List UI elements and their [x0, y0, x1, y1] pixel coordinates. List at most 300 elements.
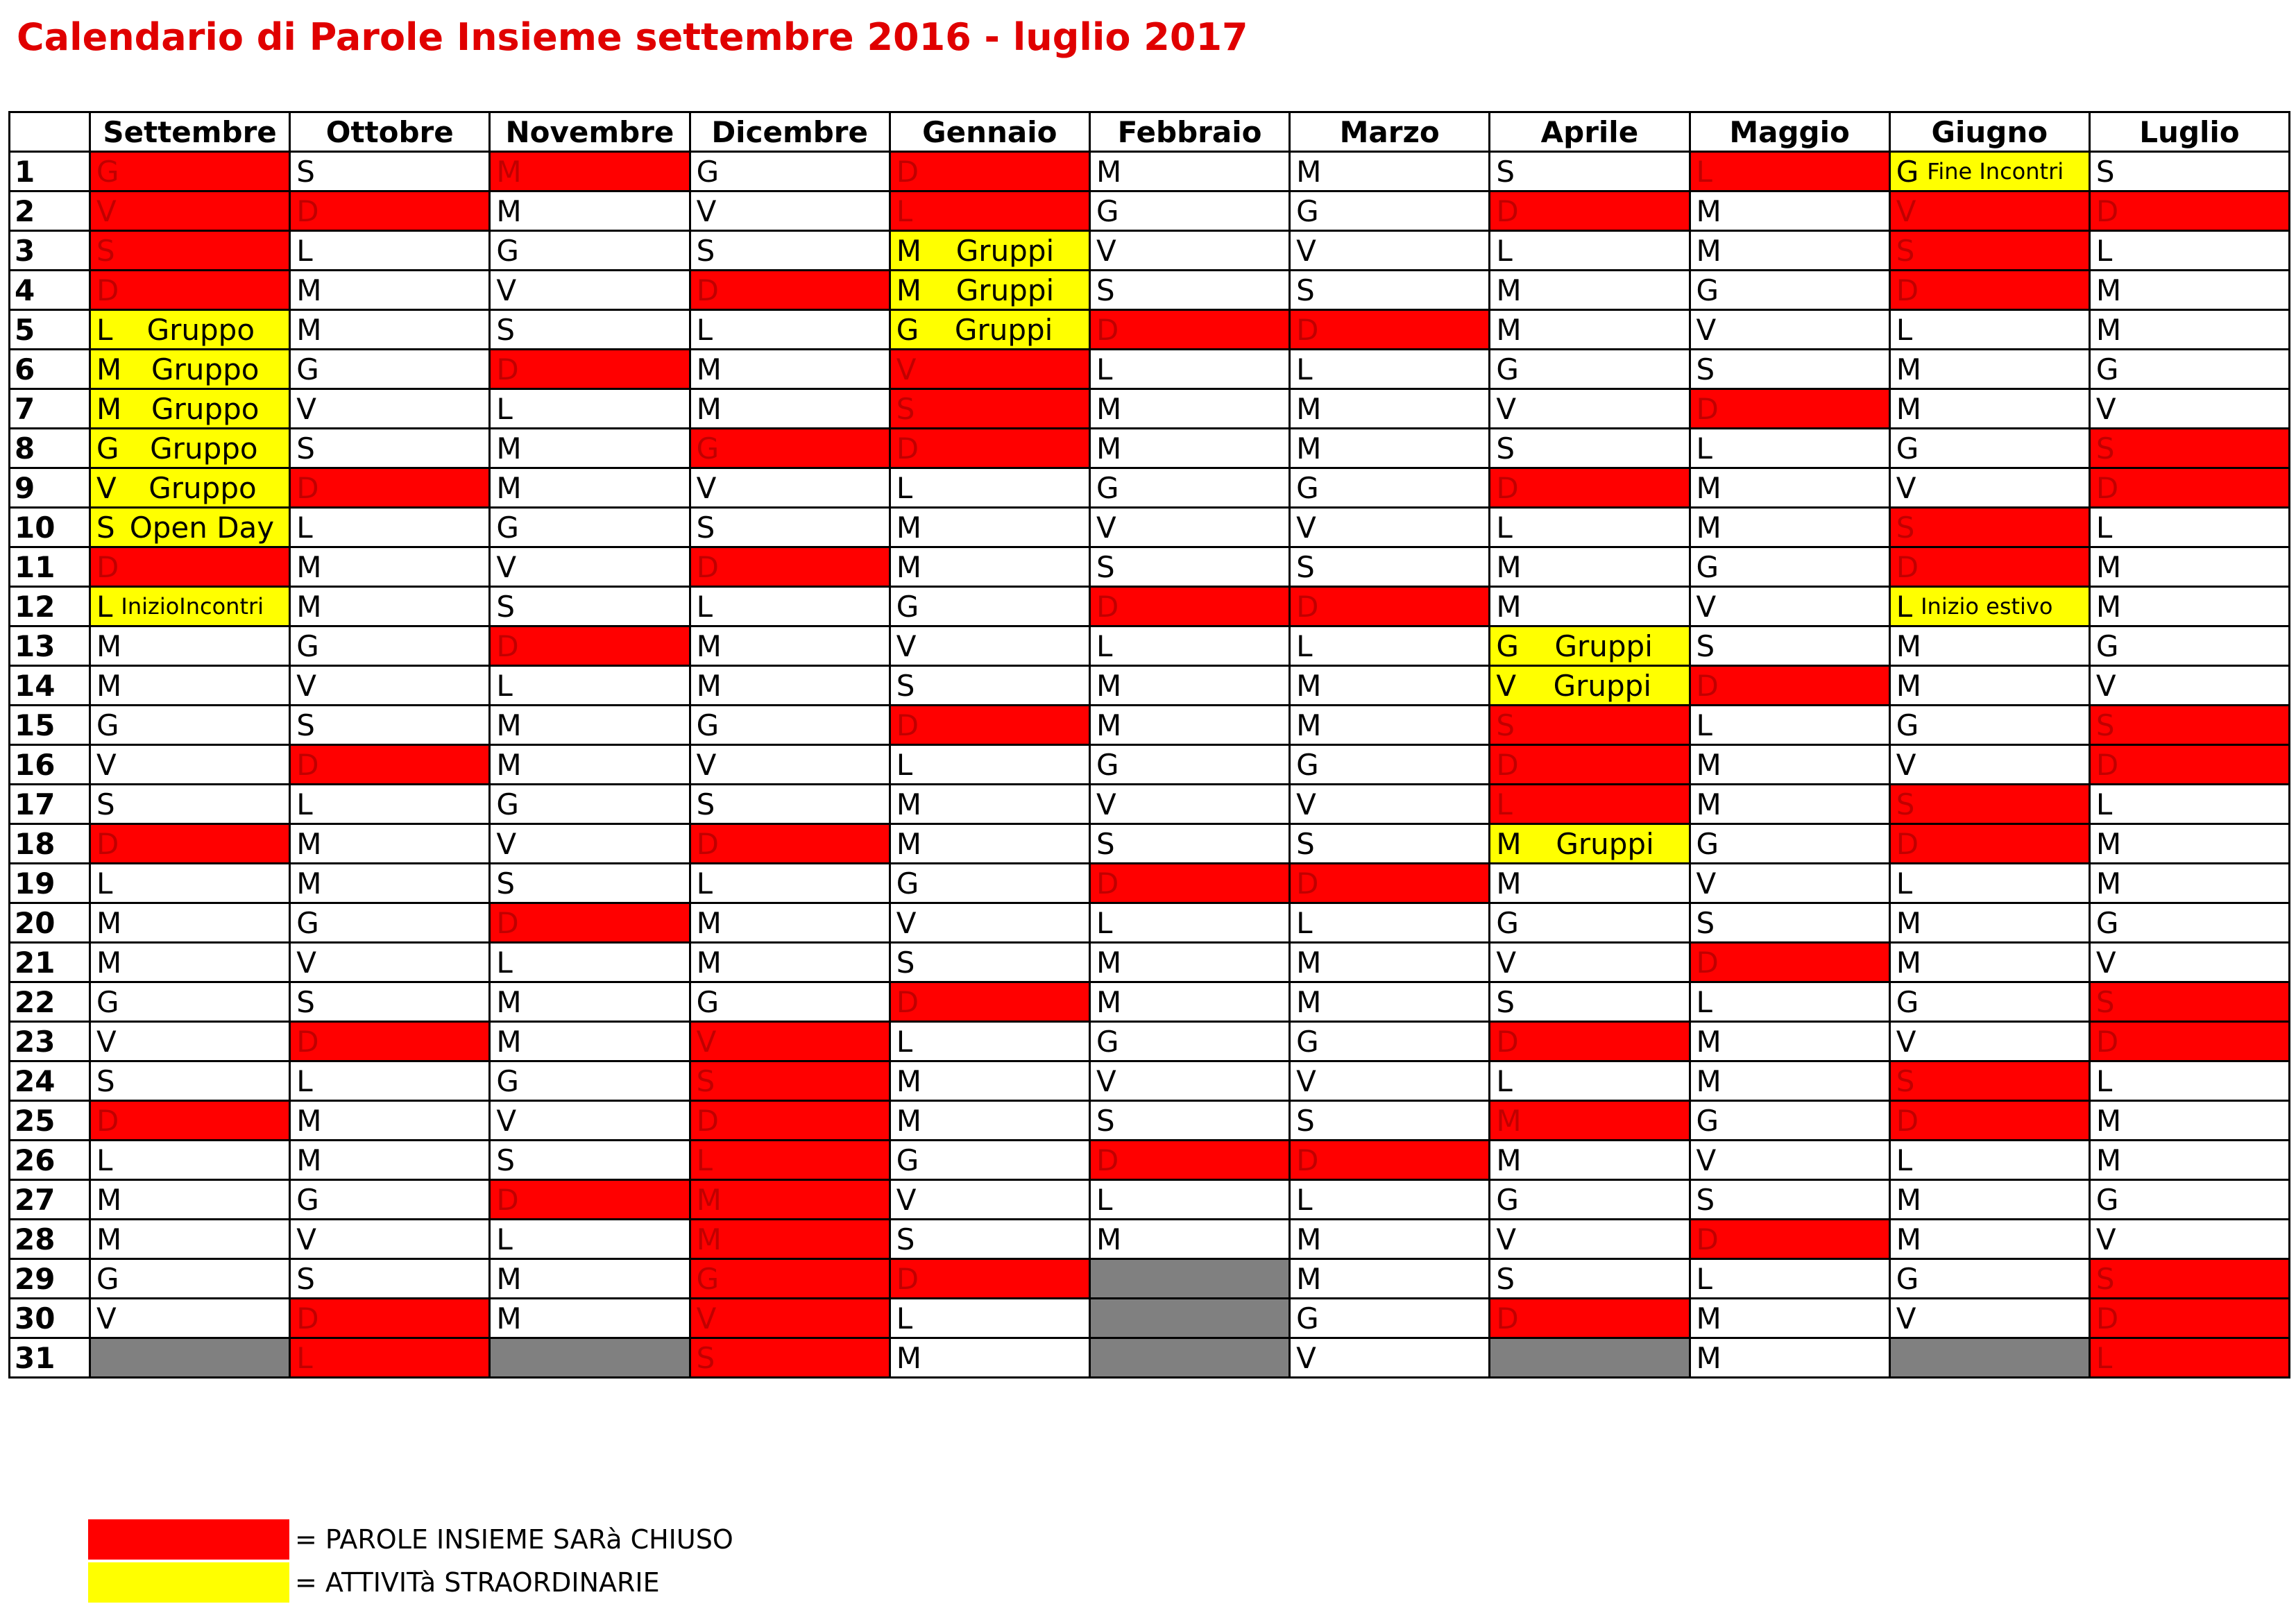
day-cell [1089, 271, 1289, 310]
day-cell [1490, 389, 1690, 429]
day-cell [1490, 1061, 1690, 1101]
weekday-letter: G [2095, 352, 2119, 386]
day-cell [1690, 706, 1889, 745]
day-cell [2089, 231, 2289, 271]
weekday-letter: M [296, 312, 322, 347]
weekday-letter: D [696, 1103, 719, 1138]
weekday-letter: L [1696, 154, 1712, 189]
weekday-letter: L [296, 787, 313, 821]
weekday-letter: S [1296, 826, 1315, 861]
weekday-letter: S [1896, 1064, 1915, 1098]
activity-note: Gruppo [146, 312, 255, 347]
day-cell [2089, 508, 2289, 547]
weekday-letter: V [2095, 945, 2116, 980]
day-cell [2089, 152, 2289, 191]
weekday-letter: L [1896, 312, 1913, 347]
weekday-letter: D [1096, 1143, 1119, 1177]
weekday-letter: M [1296, 154, 1322, 189]
day-cell [490, 1220, 690, 1259]
weekday-letter: D [696, 273, 719, 307]
special-activity-cell [90, 429, 290, 468]
day-cell [1089, 785, 1289, 824]
month-header: Maggio [1690, 112, 1889, 152]
special-activity-cell [890, 271, 1089, 310]
weekday-letter: M [296, 866, 322, 901]
weekday-letter: D [296, 1024, 319, 1059]
nonexistent-day-cell [1089, 1259, 1289, 1299]
day-cell [1490, 587, 1690, 626]
day-cell [890, 587, 1089, 626]
day-cell [1490, 864, 1690, 903]
weekday-letter: M [1096, 708, 1122, 742]
day-cell [1089, 824, 1289, 864]
day-cell [1490, 982, 1690, 1022]
day-cell [1290, 429, 1490, 468]
weekday-letter: S [2095, 1261, 2115, 1296]
calendar-row [10, 152, 2290, 191]
day-cell [1690, 1299, 1889, 1338]
day-cell [1290, 508, 1490, 547]
day-number: 18 [10, 824, 90, 864]
day-cell [90, 1180, 290, 1220]
day-cell [1690, 864, 1889, 903]
day-cell [890, 864, 1089, 903]
day-cell [90, 1022, 290, 1061]
calendar-row [10, 508, 2290, 547]
weekday-letter: G [496, 233, 519, 268]
calendar-row [10, 864, 2290, 903]
day-cell [690, 706, 890, 745]
weekday-letter: M [696, 352, 722, 386]
day-cell [290, 666, 490, 706]
weekday-letter: V [2095, 1222, 2116, 1256]
weekday-letter: G [1496, 1182, 1519, 1217]
weekday-letter: G [96, 984, 119, 1019]
weekday-letter: V [1696, 589, 1717, 624]
weekday-letter: S [296, 1261, 315, 1296]
day-cell [1690, 310, 1889, 350]
day-cell [490, 231, 690, 271]
day-cell [2089, 626, 2289, 666]
special-activity-cell [1490, 824, 1690, 864]
closed-day-cell [2089, 1259, 2289, 1299]
day-cell [890, 745, 1089, 785]
day-cell [490, 429, 690, 468]
activity-note: Gruppo [148, 470, 257, 505]
calendar-table [8, 111, 2290, 1379]
closed-day-cell [1889, 508, 2089, 547]
day-cell [490, 943, 690, 982]
day-cell [1290, 231, 1490, 271]
day-number: 28 [10, 1220, 90, 1259]
closed-day-cell [1490, 1101, 1690, 1141]
day-cell [1690, 1180, 1889, 1220]
day-cell [1290, 468, 1490, 508]
weekday-letter: L [96, 866, 113, 901]
day-cell [1889, 1259, 2089, 1299]
day-cell [490, 864, 690, 903]
weekday-letter: G [696, 984, 720, 1019]
weekday-letter: L [1296, 905, 1313, 940]
weekday-letter: D [1696, 668, 1719, 703]
calendar-row [10, 350, 2290, 389]
weekday-letter: D [1696, 945, 1719, 980]
day-number: 14 [10, 666, 90, 706]
day-number: 21 [10, 943, 90, 982]
day-cell [690, 191, 890, 231]
day-cell [1889, 310, 2089, 350]
calendar-body [10, 152, 2290, 1378]
weekday-letter: V [1296, 233, 1316, 268]
day-cell [1089, 666, 1289, 706]
day-cell [690, 864, 890, 903]
weekday-letter: M [96, 629, 122, 663]
weekday-letter: M [1296, 1261, 1322, 1296]
activity-note: Open Day [129, 510, 275, 545]
calendar-row [10, 1180, 2290, 1220]
activity-note: Gruppo [151, 352, 260, 386]
day-cell [1889, 350, 2089, 389]
weekday-letter: M [2095, 589, 2122, 624]
weekday-letter: D [2095, 470, 2119, 505]
day-cell [2089, 903, 2289, 943]
weekday-letter: M [1096, 945, 1122, 980]
calendar-row [10, 824, 2290, 864]
nonexistent-day-cell [490, 1338, 690, 1378]
day-cell [1690, 587, 1889, 626]
day-cell [690, 231, 890, 271]
closed-day-cell [90, 271, 290, 310]
weekday-letter: S [1496, 431, 1515, 466]
weekday-letter: M [1696, 1024, 1721, 1059]
closed-day-cell [890, 429, 1089, 468]
day-cell [2089, 666, 2289, 706]
weekday-letter: V [896, 629, 917, 663]
weekday-letter: G [696, 1261, 720, 1296]
day-cell [490, 508, 690, 547]
weekday-letter: D [96, 1103, 119, 1138]
weekday-letter: M [1096, 1222, 1122, 1256]
weekday-letter: M [2095, 1103, 2122, 1138]
closed-day-cell [2089, 191, 2289, 231]
weekday-letter: S [696, 233, 715, 268]
weekday-letter: M [496, 154, 522, 189]
weekday-letter: V [496, 549, 517, 584]
closed-day-cell [890, 1259, 1089, 1299]
weekday-letter: S [296, 708, 315, 742]
calendar-row [10, 1141, 2290, 1180]
calendar-row [10, 389, 2290, 429]
day-cell [490, 1022, 690, 1061]
calendar-row [10, 745, 2290, 785]
closed-day-cell [1290, 310, 1490, 350]
weekday-letter: D [896, 1261, 919, 1296]
closed-day-cell [1889, 271, 2089, 310]
day-cell [290, 1101, 490, 1141]
weekday-letter: L [96, 312, 113, 347]
day-cell [1490, 310, 1690, 350]
closed-day-cell [1490, 191, 1690, 231]
weekday-letter: M [1696, 194, 1721, 228]
day-cell [690, 982, 890, 1022]
closed-day-cell [2089, 706, 2289, 745]
special-activity-cell [1490, 666, 1690, 706]
weekday-letter: L [896, 747, 913, 782]
weekday-letter: D [1096, 312, 1119, 347]
weekday-letter: S [96, 510, 115, 545]
weekday-letter: G [496, 1064, 519, 1098]
day-cell [1690, 429, 1889, 468]
weekday-letter: D [896, 154, 919, 189]
activity-note: Gruppi [955, 233, 1055, 268]
day-cell [90, 706, 290, 745]
weekday-letter: G [1496, 905, 1519, 940]
weekday-letter: M [1696, 787, 1721, 821]
closed-day-cell [1490, 468, 1690, 508]
day-cell [1089, 1061, 1289, 1101]
day-cell [490, 1299, 690, 1338]
day-cell [1290, 1022, 1490, 1061]
day-number: 8 [10, 429, 90, 468]
weekday-letter: M [696, 629, 722, 663]
weekday-letter: M [1696, 470, 1721, 505]
day-cell [1290, 547, 1490, 587]
weekday-letter: V [896, 905, 917, 940]
day-number: 4 [10, 271, 90, 310]
weekday-letter: L [296, 1340, 313, 1375]
weekday-letter: S [1296, 273, 1315, 307]
closed-day-cell [1290, 1141, 1490, 1180]
weekday-letter: M [296, 273, 322, 307]
weekday-letter: M [1296, 431, 1322, 466]
day-cell [490, 666, 690, 706]
weekday-letter: M [1696, 233, 1721, 268]
closed-day-cell [90, 547, 290, 587]
month-header: Ottobre [290, 112, 490, 152]
day-cell [1889, 1220, 2089, 1259]
day-cell [290, 350, 490, 389]
weekday-letter: D [696, 826, 719, 861]
closed-day-cell [1290, 864, 1490, 903]
closed-day-cell [1490, 1299, 1690, 1338]
closed-day-cell [1089, 1141, 1289, 1180]
day-cell [1889, 1022, 2089, 1061]
weekday-letter: G [1096, 470, 1119, 505]
day-cell [2089, 943, 2289, 982]
weekday-letter: L [1896, 1143, 1913, 1177]
closed-day-cell [690, 1220, 890, 1259]
calendar-row [10, 943, 2290, 982]
weekday-letter: M [1896, 905, 1921, 940]
weekday-letter: D [1096, 866, 1119, 901]
closed-day-cell [1889, 824, 2089, 864]
closed-day-cell [690, 1061, 890, 1101]
special-activity-cell [1889, 587, 2089, 626]
closed-day-cell [690, 271, 890, 310]
day-cell [90, 903, 290, 943]
weekday-letter: M [1496, 826, 1522, 861]
day-cell [890, 1061, 1089, 1101]
day-cell [1690, 1141, 1889, 1180]
day-cell [290, 943, 490, 982]
weekday-letter: M [696, 945, 722, 980]
weekday-letter: V [296, 668, 316, 703]
weekday-letter: V [1896, 1024, 1916, 1059]
calendar-row [10, 271, 2290, 310]
activity-note: Gruppo [150, 431, 258, 466]
weekday-letter: V [1496, 1222, 1517, 1256]
weekday-letter: S [1496, 1261, 1515, 1296]
weekday-letter: M [896, 826, 921, 861]
weekday-letter: G [1496, 629, 1519, 663]
weekday-letter: S [496, 589, 516, 624]
day-cell [490, 824, 690, 864]
weekday-letter: M [1696, 747, 1721, 782]
weekday-letter: S [296, 984, 315, 1019]
day-cell [490, 785, 690, 824]
day-cell [890, 1141, 1089, 1180]
closed-day-cell [890, 706, 1089, 745]
month-header-row [10, 112, 2290, 152]
weekday-letter: L [496, 1222, 513, 1256]
day-cell [1490, 547, 1690, 587]
activity-note: Gruppi [955, 273, 1055, 307]
day-cell [890, 626, 1089, 666]
day-cell [90, 745, 290, 785]
weekday-letter: D [1696, 391, 1719, 426]
day-cell [90, 982, 290, 1022]
day-cell [1290, 271, 1490, 310]
weekday-letter: S [496, 866, 516, 901]
weekday-letter: S [1896, 233, 1915, 268]
weekday-letter: G [296, 629, 319, 663]
weekday-letter: M [896, 1103, 921, 1138]
weekday-letter: M [1296, 668, 1322, 703]
day-number: 26 [10, 1141, 90, 1180]
weekday-letter: M [1496, 273, 1522, 307]
day-cell [1889, 943, 2089, 982]
weekday-letter: L [2095, 1340, 2113, 1375]
day-cell [90, 1220, 290, 1259]
weekday-letter: M [96, 391, 122, 426]
weekday-letter: L [296, 1064, 313, 1098]
weekday-letter: S [2095, 154, 2115, 189]
weekday-letter: M [96, 1182, 122, 1217]
day-cell [1889, 706, 2089, 745]
weekday-letter: M [1896, 629, 1921, 663]
weekday-letter: G [896, 589, 919, 624]
weekday-letter: G [2095, 905, 2119, 940]
day-cell [2089, 350, 2289, 389]
day-cell [1490, 350, 1690, 389]
day-cell [690, 350, 890, 389]
weekday-letter: L [696, 589, 713, 624]
closed-day-cell [890, 152, 1089, 191]
weekday-letter: S [696, 1064, 715, 1098]
calendar-row [10, 1061, 2290, 1101]
day-cell [490, 1259, 690, 1299]
day-number: 7 [10, 389, 90, 429]
weekday-letter: L [296, 233, 313, 268]
day-cell [890, 1180, 1089, 1220]
weekday-letter: G [896, 1143, 919, 1177]
day-cell [490, 191, 690, 231]
weekday-letter: M [1496, 312, 1522, 347]
day-cell [690, 152, 890, 191]
closed-day-cell [690, 1299, 890, 1338]
day-cell [290, 1180, 490, 1220]
day-cell [890, 1022, 1089, 1061]
weekday-letter: V [1296, 510, 1316, 545]
weekday-letter: M [896, 1064, 921, 1098]
day-cell [290, 231, 490, 271]
closed-day-cell [890, 350, 1089, 389]
day-cell [890, 1101, 1089, 1141]
weekday-letter: V [696, 747, 717, 782]
day-cell [890, 1299, 1089, 1338]
weekday-letter: V [96, 470, 117, 505]
day-cell [90, 1141, 290, 1180]
day-cell [490, 706, 690, 745]
day-cell [890, 468, 1089, 508]
weekday-letter: M [1896, 391, 1921, 426]
day-cell [490, 389, 690, 429]
special-activity-cell [90, 587, 290, 626]
day-cell [1889, 864, 2089, 903]
day-cell [1490, 1220, 1690, 1259]
weekday-letter: V [1096, 510, 1116, 545]
weekday-letter: V [296, 1222, 316, 1256]
weekday-letter: D [1096, 589, 1119, 624]
weekday-letter: V [696, 1024, 717, 1059]
weekday-letter: M [296, 1143, 322, 1177]
weekday-letter: L [1496, 787, 1513, 821]
closed-day-cell [1889, 231, 2089, 271]
weekday-letter: G [96, 1261, 119, 1296]
weekday-letter: V [1896, 470, 1916, 505]
weekday-letter: M [496, 1301, 522, 1335]
weekday-letter: M [296, 589, 322, 624]
weekday-letter: M [2095, 273, 2122, 307]
weekday-letter: V [1696, 312, 1717, 347]
weekday-letter: M [496, 1261, 522, 1296]
day-cell [2089, 1180, 2289, 1220]
day-cell [1089, 1220, 1289, 1259]
day-cell [1290, 1061, 1490, 1101]
closed-day-cell [290, 1022, 490, 1061]
day-cell [290, 982, 490, 1022]
day-cell [90, 666, 290, 706]
day-cell [1690, 824, 1889, 864]
weekday-letter: S [1496, 708, 1515, 742]
weekday-letter: M [896, 233, 921, 268]
weekday-letter: V [2095, 668, 2116, 703]
closed-day-cell [90, 824, 290, 864]
weekday-letter: L [1696, 708, 1712, 742]
weekday-letter: S [896, 668, 915, 703]
weekday-letter: G [1296, 1024, 1319, 1059]
weekday-letter: G [2095, 629, 2119, 663]
weekday-letter: M [896, 273, 921, 307]
weekday-letter: V [96, 1301, 117, 1335]
day-cell [90, 1061, 290, 1101]
day-number: 3 [10, 231, 90, 271]
day-cell [1089, 429, 1289, 468]
activity-note: Gruppi [954, 312, 1053, 347]
day-cell [1290, 824, 1490, 864]
weekday-letter: G [2095, 1182, 2119, 1217]
day-cell [1690, 1061, 1889, 1101]
